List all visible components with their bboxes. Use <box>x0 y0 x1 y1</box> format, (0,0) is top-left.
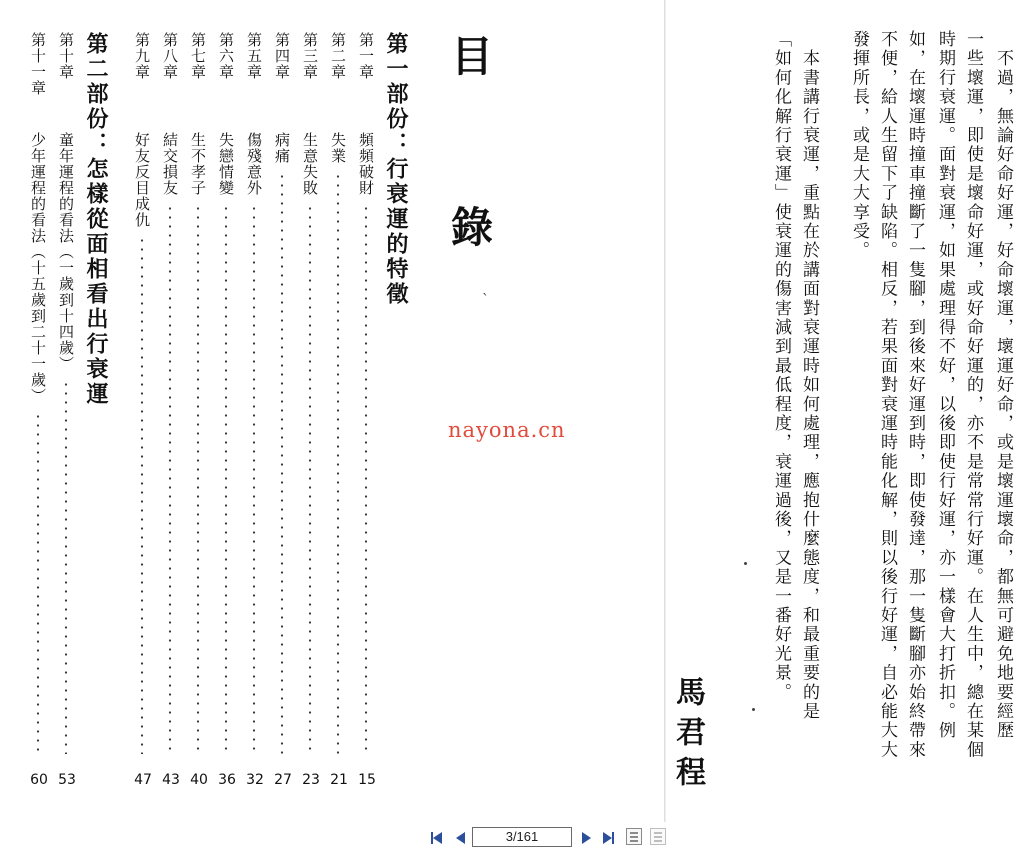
part2-heading: 第二部份：怎樣從面相看出行衰運 <box>83 32 108 407</box>
next-page-button[interactable] <box>578 830 594 846</box>
toc-entry <box>356 32 378 792</box>
chapter-label: 第十章 <box>57 32 75 80</box>
dot-leader <box>65 380 67 754</box>
chapter-title: 好友反目成仇 <box>133 132 151 228</box>
toc-entry <box>132 32 154 792</box>
part1-heading: 第一部份：行衰運的特徵 <box>383 32 408 307</box>
toc-entry <box>328 32 350 792</box>
dot-leader <box>337 172 339 754</box>
chapter-label: 第七章 <box>189 32 207 80</box>
chapter-title: 病痛 <box>273 132 291 164</box>
preface-column: 本書講行衰運，重點在於講面對衰運時如何處理，應抱什麼態度，和最重要的是 <box>799 30 819 722</box>
chapter-title: 童年運程的看法（一歲到十四歲） <box>57 132 75 372</box>
chapter-title: 結交損友 <box>161 132 179 196</box>
dot-leader <box>37 412 39 754</box>
dot-leader <box>169 204 171 754</box>
scan-speck <box>744 562 747 565</box>
preface-column: 發揮所長，或是大大享受。 <box>849 30 869 261</box>
scan-speck <box>752 708 755 711</box>
chapter-label: 第一章 <box>357 32 375 80</box>
dot-leader <box>365 204 367 754</box>
chapter-page: 36 <box>218 772 236 788</box>
preface-column: 如，在壞運時撞車撞斷了一隻腳，到後來好運到時，即使發達，那一隻斷腳亦始終帶來 <box>905 30 925 760</box>
chapter-page: 47 <box>134 772 152 788</box>
toc-entry <box>160 32 182 792</box>
prev-page-button[interactable] <box>452 830 468 846</box>
preface-column: 不便，給人生留下了缺陷。相反，若果面對衰運時能化解，則以後行好運，自必能大大 <box>877 30 897 760</box>
dot-leader <box>309 204 311 754</box>
single-page-view-icon[interactable] <box>626 828 642 845</box>
dot-leader <box>281 172 283 754</box>
dot-leader <box>225 204 227 754</box>
prev-arrow-icon <box>456 832 465 844</box>
chapter-label: 第四章 <box>273 32 291 80</box>
toc-entry <box>244 32 266 792</box>
chapter-page: 15 <box>358 772 376 788</box>
author-signature: 馬君程 <box>670 676 705 796</box>
chapter-title: 頻頻破財 <box>357 132 375 196</box>
first-page-button[interactable] <box>428 830 444 846</box>
chapter-title: 失業 <box>329 132 347 164</box>
preface-column: 一些壞運，即使是壞命好運，或好命好運的，亦不是常常行好運。在人生中，總在某個 <box>963 30 983 760</box>
dot-leader <box>197 204 199 754</box>
chapter-label: 第三章 <box>301 32 319 80</box>
chapter-page: 43 <box>162 772 180 788</box>
last-page-icon <box>603 832 612 844</box>
dot-leader <box>253 204 255 754</box>
toc-entry <box>56 32 78 792</box>
next-arrow-icon <box>582 832 591 844</box>
toc-entry <box>188 32 210 792</box>
chapter-page: 23 <box>302 772 320 788</box>
chapter-title: 生不孝子 <box>189 132 207 196</box>
viewer-toolbar <box>0 822 1030 852</box>
chapter-title: 生意失敗 <box>301 132 319 196</box>
chapter-label: 第二章 <box>329 32 347 80</box>
chapter-label: 第八章 <box>161 32 179 80</box>
chapter-label: 第九章 <box>133 32 151 80</box>
chapter-page: 27 <box>274 772 292 788</box>
chapter-label: 第五章 <box>245 32 263 80</box>
preface-column: 「如何化解行衰運」使衰運的傷害減到最低程度，衰運過後，又是一番好光景。 <box>771 30 791 702</box>
toc-entry <box>216 32 238 792</box>
chapter-page: 40 <box>190 772 208 788</box>
toc-entry <box>300 32 322 792</box>
chapter-title: 傷殘意外 <box>245 132 263 196</box>
chapter-page: 32 <box>246 772 264 788</box>
watermark: nayona.cn <box>448 418 566 442</box>
double-page-view-icon[interactable] <box>650 828 666 845</box>
chapter-page: 21 <box>330 772 348 788</box>
dot-leader <box>141 236 143 754</box>
toc-title: 目 錄 <box>445 34 494 287</box>
toc-entry <box>272 32 294 792</box>
preface-column: 時期行衰運。面對衰運，如果處理得不好，以後即使行好運，亦一樣會大打折扣。例 <box>935 30 955 741</box>
chapter-label: 第六章 <box>217 32 235 80</box>
toc-entry <box>28 32 50 792</box>
chapter-page: 53 <box>58 772 76 788</box>
chapter-page: 60 <box>30 772 48 788</box>
page-gutter <box>664 0 666 822</box>
page-number-field[interactable]: 3/161 <box>472 827 572 847</box>
stray-mark: ` <box>482 292 489 308</box>
chapter-title: 少年運程的看法（十五歲到二十一歲） <box>29 132 47 404</box>
preface-column: 不過，無論好命好運，好命壞運，壞運好命，或是壞運壞命，都無可避免地要經歷 <box>993 30 1013 741</box>
last-page-button[interactable] <box>600 830 616 846</box>
chapter-title: 失戀情變 <box>217 132 235 196</box>
chapter-label: 第十一章 <box>29 32 47 96</box>
